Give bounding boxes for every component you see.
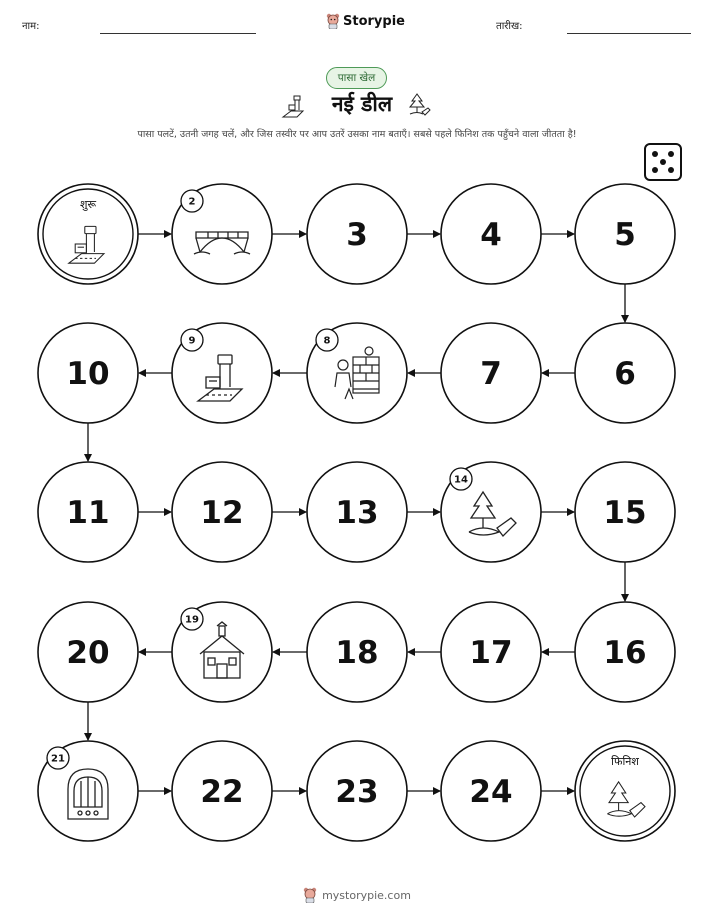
space-number: 3 [346,217,368,253]
board-space-1[interactable] [38,184,138,284]
space-number: 13 [335,495,379,531]
board-space-18[interactable] [307,602,407,702]
board-space-16[interactable] [575,602,675,702]
board-space-19[interactable] [172,602,272,702]
space-number: 23 [335,774,379,810]
board-space-9[interactable] [172,323,272,423]
board-space-15[interactable] [575,462,675,562]
board-space-7[interactable] [441,323,541,423]
space-number-badge: 14 [454,474,468,486]
board-space-17[interactable] [441,602,541,702]
board-space-12[interactable] [172,462,272,562]
board-space-11[interactable] [38,462,138,562]
space-number-badge: 21 [51,753,65,765]
board-space-3[interactable] [307,184,407,284]
instructions-text: पासा पलटें, उतनी जगह चलें, और जिस तस्वीर पर आप उतरें उसका नाम बताएँ। सबसे पहले फिनिश तक पहुँचने वाला जीतता है! [137,129,577,140]
bear-mascot-icon [303,887,317,903]
space-number: 11 [66,495,110,531]
space-number: 7 [480,356,502,392]
board-space-4[interactable] [441,184,541,284]
space-number: 6 [614,356,636,392]
space-number: 5 [614,217,636,253]
space-number: 17 [469,635,513,671]
board-space-8[interactable] [307,323,407,423]
board-space-25[interactable] [575,741,675,841]
space-number: 20 [66,635,110,671]
space-number: 4 [480,217,502,253]
footer [0,887,714,903]
board-space-5[interactable] [575,184,675,284]
board-space-2[interactable] [172,184,272,284]
board-space-13[interactable] [307,462,407,562]
board-space-22[interactable] [172,741,272,841]
space-number: 15 [603,495,647,531]
space-number: 10 [66,356,110,392]
space-number-badge: 8 [323,335,331,347]
name-label: नाम: [22,21,40,32]
space-number: 16 [603,635,647,671]
start-label: शुरू [79,198,97,211]
space-number-badge: 19 [185,614,199,626]
worksheet-title: नई डील [331,92,393,116]
board-space-21[interactable] [38,741,138,841]
board-space-6[interactable] [575,323,675,423]
date-label: तारीख: [496,21,523,32]
board-space-20[interactable] [38,602,138,702]
space-number: 18 [335,635,379,671]
brand-name: Storypie [343,13,405,29]
footer-site: mystorypie.com [322,888,411,902]
space-number: 22 [200,774,244,810]
board-space-10[interactable] [38,323,138,423]
board-space-24[interactable] [441,741,541,841]
game-type-badge: पासा खेल [326,67,387,89]
space-number: 12 [200,495,244,531]
board-space-23[interactable] [307,741,407,841]
finish-label: फिनिश [611,755,639,768]
space-number-badge: 9 [188,335,196,347]
board-space-14[interactable] [441,462,541,562]
space-number: 24 [469,774,513,810]
space-number-badge: 2 [188,196,196,208]
